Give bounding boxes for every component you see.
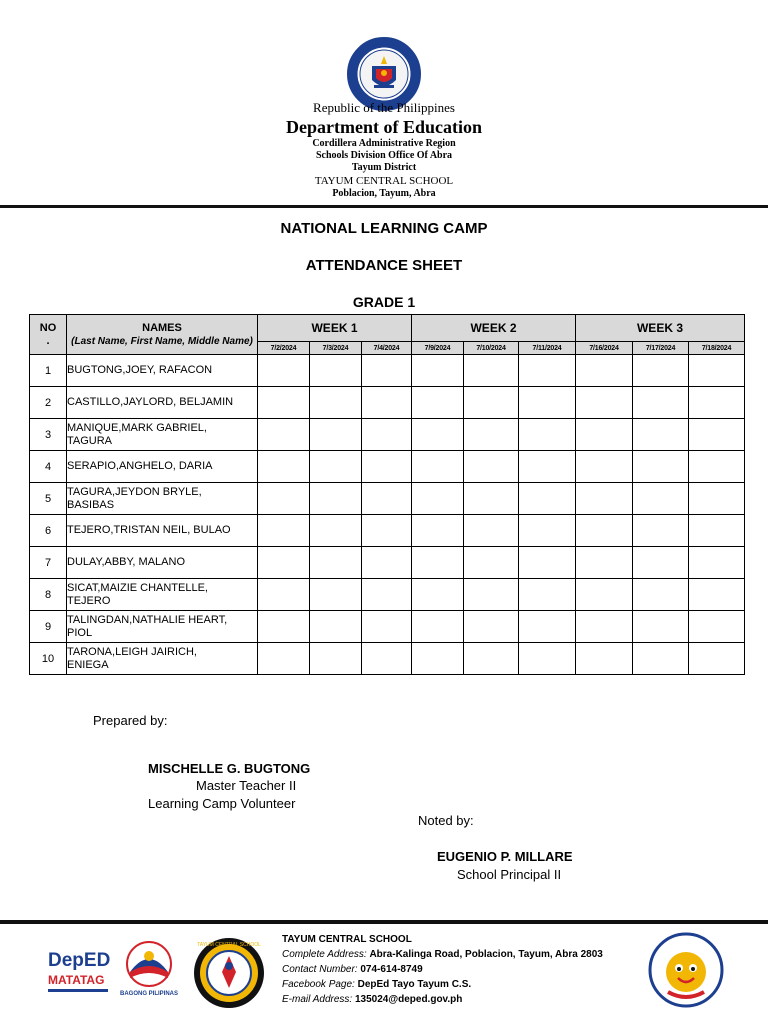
noted-by-label: Noted by: [418,813,474,828]
student-name: DULAY,ABBY, MALANO [67,547,258,579]
attendance-cell [576,451,633,483]
date-header: 7/2/2024 [258,342,310,355]
row-number: 6 [30,515,67,547]
student-name: TARONA,LEIGH JAIRICH, ENIEGA [67,643,258,675]
table-row [30,643,745,675]
row-number: 5 [30,483,67,515]
tayum-mascot-logo [648,932,724,1008]
attendance-cell [412,579,464,611]
attendance-cell [310,515,362,547]
footer-divider [0,920,768,924]
footer-school-name: TAYUM CENTRAL SCHOOL [282,934,412,945]
school-name-text: TAYUM CENTRAL SCHOOL [314,175,454,187]
attendance-cell [464,579,519,611]
attendance-cell [519,547,576,579]
attendance-cell [412,387,464,419]
week-3-header: WEEK 3 [576,315,745,342]
attendance-cell [519,355,576,387]
row-number: 8 [30,579,67,611]
attendance-cell [633,483,689,515]
district-text: Tayum District [351,162,417,173]
attendance-cell [519,483,576,515]
date-header: 7/3/2024 [310,342,362,355]
attendance-cell [633,451,689,483]
attendance-cell [519,515,576,547]
attendance-cell [633,515,689,547]
attendance-cell [576,515,633,547]
prepared-by-role: Learning Camp Volunteer [148,796,296,811]
attendance-cell [633,643,689,675]
school-address-text: Poblacion, Tayum, Abra [332,188,436,199]
attendance-cell [633,419,689,451]
attendance-cell [576,643,633,675]
attendance-cell [258,355,310,387]
attendance-cell [464,419,519,451]
prepared-by-label: Prepared by: [93,713,168,728]
svg-text:TAYUM CENTRAL SCHOOL: TAYUM CENTRAL SCHOOL [197,942,261,948]
row-number: 4 [30,451,67,483]
attendance-cell [464,355,519,387]
attendance-cell [576,483,633,515]
week-2-header: WEEK 2 [412,315,576,342]
attendance-cell [633,387,689,419]
attendance-cell [362,515,412,547]
attendance-cell [464,611,519,643]
attendance-cell [310,419,362,451]
attendance-cell [464,643,519,675]
attendance-cell [362,419,412,451]
student-name: SERAPIO,ANGHELO, DARIA [67,451,258,483]
attendance-cell [576,387,633,419]
attendance-cell [412,547,464,579]
camp-title: NATIONAL LEARNING CAMP [280,220,488,237]
division-text: Schools Division Office Of Abra [315,150,453,161]
date-header: 7/4/2024 [362,342,412,355]
grade-title: GRADE 1 [352,294,416,310]
attendance-cell [519,451,576,483]
attendance-cell [689,387,745,419]
attendance-cell [689,611,745,643]
student-name: TAGURA,JEYDON BRYLE, BASIBAS [67,483,258,515]
attendance-cell [689,451,745,483]
footer-address: Complete Address: Abra-Kalinga Road, Poblacion, Tayum, Abra 2803 [282,949,603,960]
student-name: TALINGDAN,NATHALIE HEART, PIOL [67,611,258,643]
table-row [30,515,745,547]
attendance-cell [258,643,310,675]
attendance-cell [412,419,464,451]
attendance-cell [362,579,412,611]
attendance-cell [576,547,633,579]
attendance-cell [519,611,576,643]
attendance-cell [258,451,310,483]
attendance-rows [30,355,745,675]
svg-text:BAGONG PILIPINAS: BAGONG PILIPINAS [120,991,178,997]
attendance-cell [412,643,464,675]
attendance-cell [258,611,310,643]
row-number: 9 [30,611,67,643]
noted-by-name: EUGENIO P. MILLARE [437,849,573,864]
student-name: BUGTONG,JOEY, RAFACON [67,355,258,387]
footer-email: E-mail Address: 135024@deped.gov.ph [282,994,463,1005]
department-text: Department of Education [286,117,482,137]
attendance-cell [519,579,576,611]
footer-contact: Contact Number: 074-614-8749 [282,964,423,975]
attendance-cell [633,579,689,611]
attendance-cell [310,483,362,515]
attendance-cell [362,387,412,419]
date-header: 7/16/2024 [576,342,633,355]
attendance-cell [412,451,464,483]
table-row [30,611,745,643]
column-header-names: NAMES (Last Name, First Name, Middle Name) [67,315,258,355]
attendance-cell [633,547,689,579]
svg-text:MATATAG: MATATAG [48,973,105,987]
attendance-cell [576,355,633,387]
attendance-cell [310,451,362,483]
attendance-cell [689,419,745,451]
tayum-central-school-seal [192,936,266,1010]
attendance-cell [689,355,745,387]
attendance-cell [258,419,310,451]
attendance-cell [633,611,689,643]
column-header-no: NO . [30,315,67,355]
noted-by-title: School Principal II [457,867,562,882]
attendance-cell [258,515,310,547]
table-row [30,387,745,419]
attendance-cell [362,643,412,675]
date-header: 7/11/2024 [519,342,576,355]
attendance-cell [362,451,412,483]
table-row [30,419,745,451]
table-row [30,355,745,387]
attendance-cell [464,547,519,579]
attendance-cell [519,419,576,451]
attendance-cell [576,419,633,451]
row-number: 2 [30,387,67,419]
attendance-table [29,314,745,675]
attendance-cell [689,515,745,547]
student-name: TEJERO,TRISTAN NEIL, BULAO [67,515,258,547]
attendance-cell [689,643,745,675]
table-row [30,579,745,611]
attendance-cell [258,387,310,419]
attendance-cell [464,451,519,483]
student-name: SICAT,MAIZIE CHANTELLE, TEJERO [67,579,258,611]
footer-facebook: Facebook Page: DepEd Tayo Tayum C.S. [282,979,472,990]
attendance-cell [310,579,362,611]
date-header: 7/9/2024 [412,342,464,355]
attendance-cell [689,547,745,579]
attendance-cell [310,643,362,675]
attendance-cell [258,579,310,611]
attendance-cell [464,515,519,547]
attendance-cell [464,483,519,515]
header-divider [0,205,768,208]
attendance-cell [689,579,745,611]
attendance-cell [310,611,362,643]
attendance-cell [362,611,412,643]
student-name: CASTILLO,JAYLORD, BELJAMIN [67,387,258,419]
attendance-cell [362,355,412,387]
date-header: 7/18/2024 [689,342,745,355]
table-row [30,483,745,515]
prepared-by-title: Master Teacher II [196,778,297,793]
attendance-cell [519,387,576,419]
attendance-cell [362,483,412,515]
attendance-cell [576,611,633,643]
region-text: Cordillera Administrative Region [312,138,456,149]
attendance-cell [464,387,519,419]
row-number: 7 [30,547,67,579]
attendance-cell [258,547,310,579]
attendance-cell [412,611,464,643]
date-header: 7/17/2024 [633,342,689,355]
attendance-cell [362,547,412,579]
sheet-title: ATTENDANCE SHEET [305,257,463,274]
row-number: 3 [30,419,67,451]
row-number: 1 [30,355,67,387]
prepared-by-name: MISCHELLE G. BUGTONG [148,761,311,776]
attendance-cell [310,547,362,579]
attendance-cell [576,579,633,611]
date-header: 7/10/2024 [464,342,519,355]
table-row [30,451,745,483]
attendance-cell [412,515,464,547]
attendance-cell [412,355,464,387]
attendance-cell [310,355,362,387]
bagong-pilipinas-logo [120,938,178,998]
attendance-cell [689,483,745,515]
attendance-cell [412,483,464,515]
attendance-cell [519,643,576,675]
republic-text: Republic of the Philippines [313,100,455,115]
deped-matatag-logo [46,940,110,998]
attendance-cell [633,355,689,387]
row-number: 10 [30,643,67,675]
attendance-cell [258,483,310,515]
student-name: MANIQUE,MARK GABRIEL, TAGURA [67,419,258,451]
week-1-header: WEEK 1 [258,315,412,342]
svg-text:DepED: DepED [48,950,110,971]
attendance-cell [310,387,362,419]
table-row [30,547,745,579]
